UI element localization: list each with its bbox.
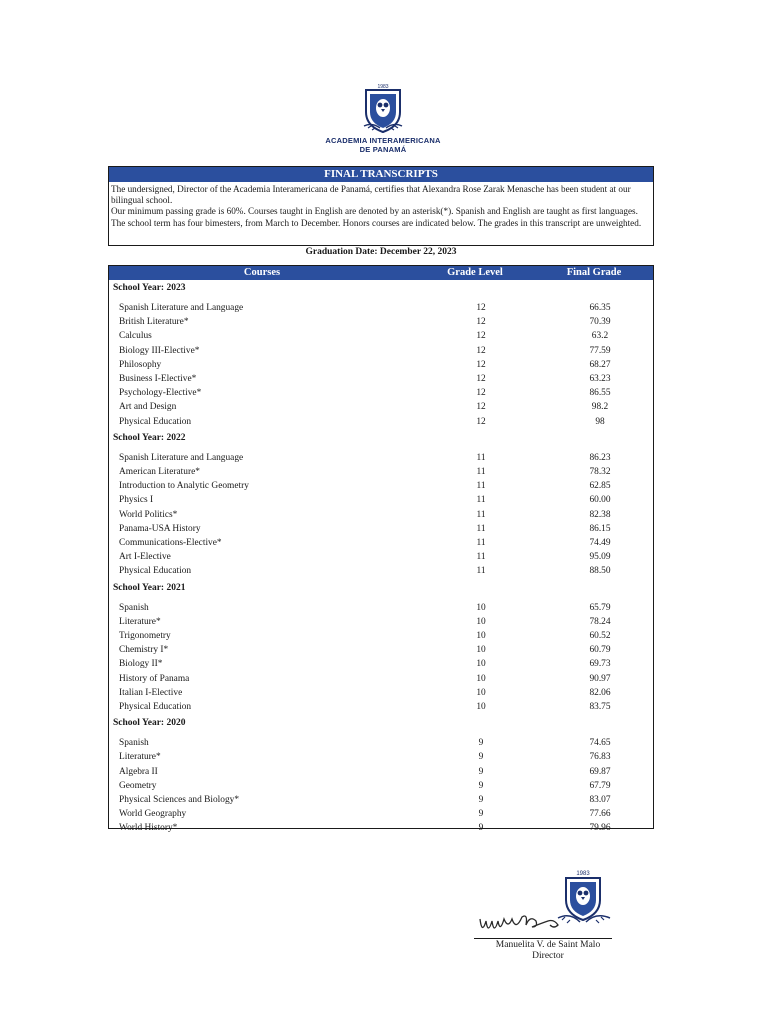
table-row bbox=[109, 372, 653, 386]
course-name: History of Panama bbox=[119, 673, 190, 684]
grade-level: 12 bbox=[476, 331, 486, 342]
school-year-heading: School Year: 2022 bbox=[113, 432, 186, 443]
intro-text bbox=[109, 182, 653, 229]
final-grade: 86.55 bbox=[589, 388, 611, 399]
table-row bbox=[109, 358, 653, 372]
course-name: British Literature* bbox=[119, 317, 189, 328]
course-name: Philosophy bbox=[119, 359, 162, 370]
course-name: Spanish Literature and Language bbox=[119, 303, 244, 313]
final-grade: 68.27 bbox=[589, 359, 611, 370]
course-name: Chemistry I* bbox=[119, 645, 169, 656]
table-row bbox=[109, 779, 653, 793]
final-grade: 62.85 bbox=[589, 481, 611, 492]
final-grade: 60.52 bbox=[589, 631, 611, 641]
final-grade: 86.23 bbox=[589, 452, 611, 463]
grade-level: 11 bbox=[476, 523, 486, 534]
grade-level: 9 bbox=[478, 766, 484, 777]
course-name: Geometry bbox=[119, 780, 157, 791]
table-row bbox=[109, 315, 653, 329]
owl-crest-icon bbox=[360, 82, 406, 136]
intro-paragraph-2: Our minimum passing grade is 60%. Courses taught in English are denoted by an asterisk(*). Spanish and English are taught as first languages. The school term has four bimesters, from March to December. Honors courses are indicated below. The grades in this transcript are unweighted. bbox=[111, 206, 642, 228]
grade-level: 11 bbox=[476, 552, 486, 563]
table-row bbox=[109, 686, 653, 700]
table-row bbox=[109, 479, 653, 493]
intro-paragraph-1: The undersigned, Director of the Academia Interamericana de Panamá, certifies that Alexandra Rose Zarak Menasche has been student at our bilingual school. bbox=[111, 184, 631, 206]
grade-level: 11 bbox=[476, 495, 486, 506]
course-name: Spanish bbox=[119, 738, 149, 749]
final-grade: 66.35 bbox=[589, 303, 611, 313]
grade-level: 9 bbox=[478, 752, 484, 763]
final-grade: 70.39 bbox=[589, 317, 611, 328]
grade-level: 10 bbox=[476, 616, 486, 627]
final-grade: 90.97 bbox=[589, 673, 611, 684]
svg-text:1983: 1983 bbox=[377, 84, 389, 90]
table-row bbox=[109, 564, 653, 578]
table-row bbox=[109, 344, 653, 358]
school-year-heading: School Year: 2021 bbox=[113, 582, 186, 593]
grade-level: 12 bbox=[476, 374, 486, 384]
course-name: Literature* bbox=[119, 616, 161, 627]
table-row bbox=[109, 415, 653, 429]
signature-line bbox=[474, 938, 612, 939]
grade-level: 12 bbox=[476, 402, 486, 413]
table-row bbox=[109, 386, 653, 400]
table-row bbox=[109, 807, 653, 821]
table-row bbox=[109, 657, 653, 671]
course-name: Art I-Elective bbox=[119, 552, 171, 563]
grade-level: 12 bbox=[476, 303, 486, 313]
course-name: Physical Education bbox=[119, 416, 192, 427]
course-name: World History* bbox=[119, 823, 178, 834]
intro-title: FINAL TRANSCRIPTS bbox=[109, 167, 653, 182]
course-name: Physics I bbox=[119, 495, 154, 506]
final-grade: 98.2 bbox=[591, 402, 609, 413]
final-grade: 69.73 bbox=[589, 659, 611, 670]
course-name: Physical Education bbox=[119, 702, 192, 712]
grade-level: 9 bbox=[478, 738, 484, 749]
table-row bbox=[109, 400, 653, 414]
grade-level: 12 bbox=[476, 388, 486, 399]
course-name: Introduction to Analytic Geometry bbox=[119, 481, 249, 492]
final-grade: 63.23 bbox=[589, 374, 611, 384]
final-grade: 77.59 bbox=[589, 345, 611, 356]
school-name-line1: ACADEMIA INTERAMERICANA bbox=[325, 136, 441, 145]
transcript-intro-box bbox=[108, 166, 654, 246]
course-name: Biology II* bbox=[119, 659, 163, 670]
grade-level: 12 bbox=[476, 317, 486, 328]
grade-level: 12 bbox=[476, 416, 486, 427]
grade-level: 10 bbox=[476, 673, 486, 684]
course-name: Calculus bbox=[119, 331, 152, 342]
grade-level: 9 bbox=[478, 795, 484, 805]
final-grade: 74.49 bbox=[589, 538, 611, 548]
course-name: Psychology-Elective* bbox=[119, 388, 202, 399]
grade-level: 11 bbox=[476, 509, 486, 520]
final-grade: 79.96 bbox=[589, 823, 611, 834]
grade-level: 11 bbox=[476, 467, 486, 477]
course-name: World Politics* bbox=[119, 509, 178, 520]
course-name: World Geography bbox=[119, 809, 187, 820]
header-grade-level: Grade Level bbox=[447, 267, 503, 278]
table-row bbox=[109, 601, 653, 615]
table-row bbox=[109, 700, 653, 714]
table-row bbox=[109, 508, 653, 522]
header-courses: Courses bbox=[243, 267, 281, 278]
table-row bbox=[109, 329, 653, 343]
final-grade: 78.24 bbox=[589, 616, 611, 627]
grade-level: 10 bbox=[476, 687, 486, 698]
course-name: Literature* bbox=[119, 752, 161, 763]
course-name: Trigonometry bbox=[119, 631, 171, 641]
course-name: Algebra II bbox=[119, 766, 158, 777]
grade-level: 11 bbox=[476, 566, 486, 577]
table-row bbox=[109, 550, 653, 564]
table-row bbox=[109, 643, 653, 657]
school-logo bbox=[318, 82, 448, 154]
table-row bbox=[109, 821, 653, 835]
final-grade: 86.15 bbox=[589, 523, 611, 534]
course-name: Communications-Elective* bbox=[119, 538, 222, 548]
final-grade: 69.87 bbox=[589, 766, 611, 777]
final-grade: 77.66 bbox=[589, 809, 611, 820]
grade-level: 10 bbox=[476, 702, 486, 712]
grade-level: 11 bbox=[476, 452, 486, 463]
grade-level: 12 bbox=[476, 359, 486, 370]
final-grade: 95.09 bbox=[589, 552, 611, 563]
signatory-title: Director bbox=[532, 950, 564, 961]
grade-level: 11 bbox=[476, 481, 486, 492]
final-grade: 98 bbox=[595, 416, 605, 427]
final-grade: 82.06 bbox=[589, 687, 611, 698]
school-name-line2: DE PANAMÁ bbox=[359, 145, 407, 154]
final-grade: 67.79 bbox=[589, 780, 611, 791]
graduation-date: Graduation Date: December 22, 2023 bbox=[305, 247, 457, 257]
table-row bbox=[109, 615, 653, 629]
course-name: Art and Design bbox=[119, 402, 177, 413]
grade-level: 11 bbox=[476, 538, 486, 548]
table-row bbox=[109, 522, 653, 536]
table-header-row bbox=[109, 266, 653, 280]
course-name: Italian I-Elective bbox=[119, 687, 183, 698]
table-row bbox=[109, 750, 653, 764]
course-name: Biology III-Elective* bbox=[119, 345, 200, 356]
grade-level: 10 bbox=[476, 631, 486, 641]
final-grade: 82.38 bbox=[589, 509, 611, 520]
table-row bbox=[109, 736, 653, 750]
table-row bbox=[109, 493, 653, 507]
course-name: Physical Education bbox=[119, 566, 192, 577]
final-grade: 74.65 bbox=[589, 738, 611, 749]
table-row bbox=[109, 301, 653, 315]
course-name: Physical Sciences and Biology* bbox=[119, 795, 240, 805]
grade-level: 9 bbox=[478, 780, 484, 791]
school-year-heading: School Year: 2020 bbox=[113, 718, 186, 729]
signatory-block bbox=[474, 940, 622, 961]
grade-level: 12 bbox=[476, 345, 486, 356]
final-grade: 65.79 bbox=[589, 602, 611, 613]
table-row bbox=[109, 765, 653, 779]
course-name: Spanish Literature and Language bbox=[119, 452, 244, 463]
final-grade: 60.79 bbox=[589, 645, 611, 656]
handwritten-signature bbox=[474, 905, 584, 939]
final-grade: 63.2 bbox=[591, 331, 609, 342]
table-row bbox=[109, 672, 653, 686]
signatory-name: Manuelita V. de Saint Malo bbox=[495, 940, 601, 950]
final-grade: 88.50 bbox=[589, 566, 611, 577]
course-name: Spanish bbox=[119, 602, 149, 613]
course-name: Panama-USA History bbox=[119, 523, 201, 534]
grade-level: 9 bbox=[478, 823, 484, 834]
table-row bbox=[109, 793, 653, 807]
final-grade: 78.32 bbox=[589, 467, 611, 477]
svg-text:1983: 1983 bbox=[576, 871, 590, 877]
final-grade: 83.75 bbox=[589, 702, 611, 712]
header-final-grade: Final Grade bbox=[566, 267, 622, 278]
final-grade: 83.07 bbox=[589, 795, 611, 805]
table-row bbox=[109, 536, 653, 550]
grade-level: 10 bbox=[476, 645, 486, 656]
grade-level: 10 bbox=[476, 602, 486, 613]
final-grade: 76.83 bbox=[589, 752, 611, 763]
grades-table bbox=[108, 265, 654, 834]
school-year-heading: School Year: 2023 bbox=[113, 283, 186, 293]
final-grade: 60.00 bbox=[589, 495, 611, 506]
course-name: American Literature* bbox=[119, 467, 200, 477]
grade-level: 9 bbox=[478, 809, 484, 820]
course-name: Business I-Elective* bbox=[119, 374, 197, 384]
table-row bbox=[109, 465, 653, 479]
table-row bbox=[109, 451, 653, 465]
table-row bbox=[109, 629, 653, 643]
grade-level: 10 bbox=[476, 659, 486, 670]
